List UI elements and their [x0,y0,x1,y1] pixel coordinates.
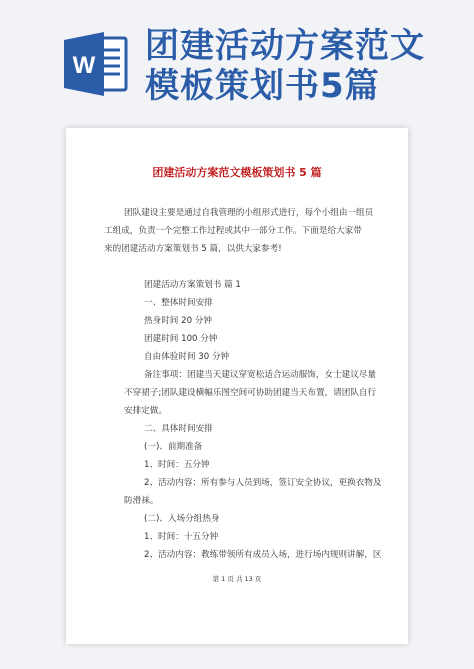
banner-title-line-2: 模板策划书5篇 [145,66,380,106]
body-line-15: 2、活动内容：教练带领所有成员入场，进行场内规则讲解，区 [144,550,382,560]
body-line-7: 安排定做。 [124,406,167,416]
page-footer: 第 1 页 共 13 页 [212,575,262,583]
body-line-2: 热身时间 20 分钟 [144,316,212,326]
intro-line-3: 来的团建活动方案策划书 5 篇，以供大家参考! [104,244,282,254]
body-line-13: (二)、入场分组热身 [144,514,220,524]
document-heading: 团建活动方案范文模板策划书 5 篇 [152,166,322,179]
word-icon [62,28,130,100]
section-title: 团建活动方案策划书 篇 1 [144,280,241,290]
document-page [66,128,408,644]
body-line-1: 一、整体时间安排 [144,298,213,308]
body-line-5: 备注事项：团建当天建议穿宽松适合运动服饰，女士建议尽量 [144,370,377,380]
banner-title-line-1: 团建活动方案范文 [145,26,425,66]
body-line-6: 不穿裙子;团队建设横幅乐图空间可协助团建当天布置，请团队自行 [124,388,377,398]
title-banner [0,0,474,120]
svg-text:W: W [72,52,96,79]
body-line-3: 团建时间 100 分钟 [144,334,218,344]
intro-line-2: 工组成，负责一个完整工作过程或其中一部分工作。下面是给大家带 [104,226,362,236]
body-line-10: 1、时间：五分钟 [144,460,210,470]
intro-line-1: 团队建设主要是通过自我管理的小组形式进行，每个小组由一组员 [124,208,374,218]
body-line-12: 防滑袜。 [124,496,159,506]
body-line-4: 自由体验时间 30 分钟 [144,352,230,362]
body-line-11: 2、活动内容：所有参与人员到场，签订安全协议，更换衣物及 [144,478,382,488]
body-line-9: (一)、前期准备 [144,442,203,452]
body-line-14: 1、时间：十五分钟 [144,532,219,542]
body-line-8: 二、具体时间安排 [144,424,213,434]
